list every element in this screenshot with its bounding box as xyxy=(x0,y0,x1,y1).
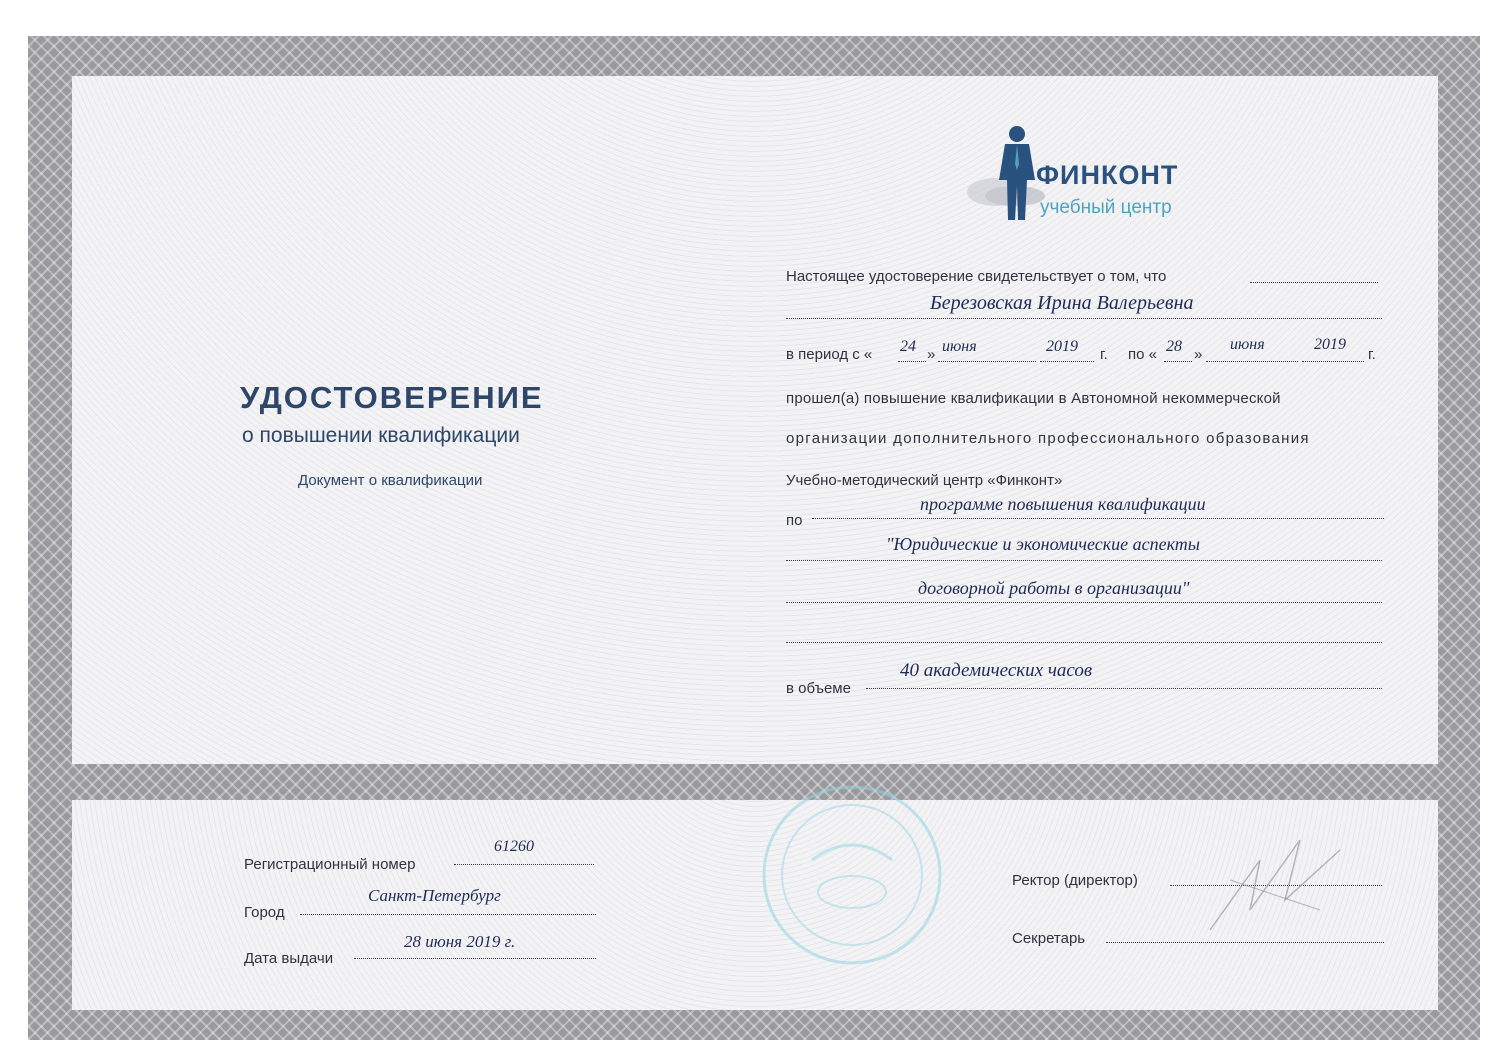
stamp-icon xyxy=(752,780,962,970)
issue-date-value: 28 июня 2019 г. xyxy=(404,932,516,951)
volume-dots xyxy=(866,688,1382,689)
secretary-label: Секретарь xyxy=(1012,930,1086,947)
end-day: 28 xyxy=(1166,338,1182,355)
program-line-3: договорной работы в организации" xyxy=(918,578,1190,598)
end-month: июня xyxy=(1230,336,1265,353)
program-label: по xyxy=(786,512,803,529)
quote-close-1: » xyxy=(927,346,936,363)
city-value: Санкт-Петербург xyxy=(368,886,501,905)
program-line-2-dots xyxy=(786,560,1382,561)
program-line-1-dots xyxy=(812,518,1384,519)
passed-line-2: организации дополнительного профессионального образования xyxy=(786,430,1310,447)
intro-text: Настоящее удостоверение свидетельствует о том, что xyxy=(786,268,1167,285)
document-type: Документ о квалификации xyxy=(298,472,483,489)
volume-value: 40 академических часов xyxy=(900,660,1093,681)
start-year-line xyxy=(1040,361,1094,362)
issue-date-label: Дата выдачи xyxy=(244,950,334,967)
period-label: в период с « xyxy=(786,346,873,363)
reg-number-dots xyxy=(454,864,594,865)
passed-line-1: прошел(а) повышение квалификации в Автономной некоммерческой xyxy=(786,390,1281,407)
certificate-subtitle: о повышении квалификации xyxy=(242,424,520,447)
volume-label: в объеме xyxy=(786,680,851,697)
start-month: июня xyxy=(942,338,977,355)
logo-tagline: учебный центр xyxy=(1040,197,1172,218)
intro-dotted-line xyxy=(1250,282,1378,283)
city-dots xyxy=(300,914,596,915)
signature-icon xyxy=(1190,820,1370,950)
quote-close-2: » xyxy=(1194,346,1203,363)
end-month-line xyxy=(1206,361,1298,362)
certificate-title: УДОСТОВЕРЕНИЕ xyxy=(240,380,544,415)
program-line-1: программе повышения квалификации xyxy=(920,494,1206,514)
year-suffix-1: г. xyxy=(1100,346,1108,363)
start-year: 2019 xyxy=(1046,338,1078,355)
to-label: по « xyxy=(1128,346,1157,363)
reg-number-label: Регистрационный номер xyxy=(244,856,416,873)
end-day-line xyxy=(1164,361,1192,362)
year-suffix-2: г. xyxy=(1368,346,1376,363)
logo-name: ФИНКОНТ xyxy=(1036,160,1179,190)
program-line-4-dots xyxy=(786,642,1382,643)
reg-number-value: 61260 xyxy=(494,838,534,855)
rector-label: Ректор (директор) xyxy=(1012,872,1138,889)
start-day-line xyxy=(898,361,926,362)
end-year: 2019 xyxy=(1314,336,1346,353)
start-month-line xyxy=(938,361,1036,362)
program-line-3-dots xyxy=(786,602,1382,603)
program-line-2: "Юридические и экономические аспекты xyxy=(886,534,1200,554)
certificate-main-panel xyxy=(72,76,1438,764)
end-year-line xyxy=(1302,361,1364,362)
city-label: Город xyxy=(244,904,285,921)
holder-name-line xyxy=(786,318,1382,319)
passed-line-3: Учебно-методический центр «Финконт» xyxy=(786,472,1063,489)
holder-name: Березовская Ирина Валерьевна xyxy=(930,292,1194,314)
issue-date-dots xyxy=(354,958,596,959)
start-day: 24 xyxy=(900,338,916,355)
